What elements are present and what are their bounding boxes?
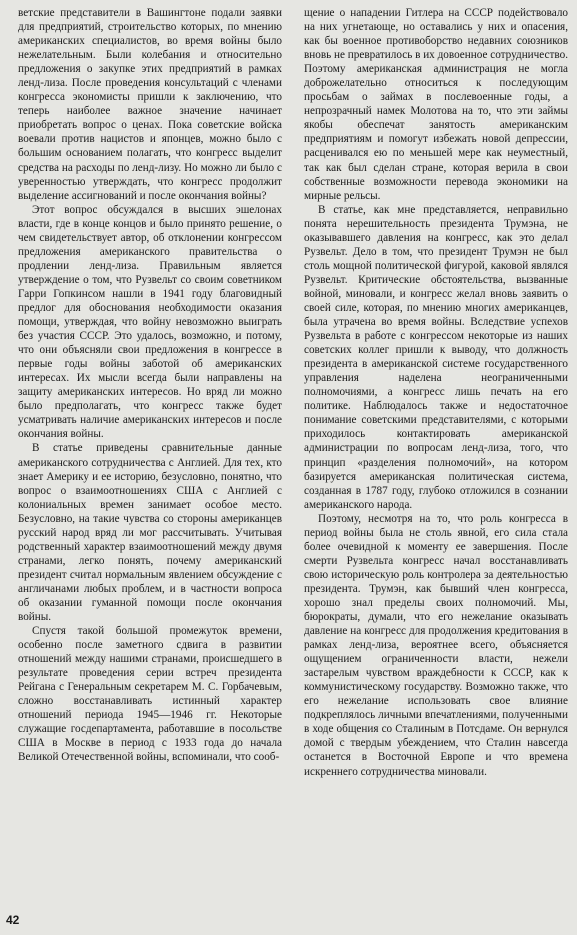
paragraph: Спустя такой большой промежуток времени, особенно после заметного сдвига в развитии отношений между нашими странами, происшедшего в результате проведения серии встреч президента Рейгана с Генеральным секретарем М. С. Горбачевым, сложно восстанавливать истинный характер отношений периода 1945—1946 гг. Некоторые служащие госдепартамента, работавшие в посольстве США в Москве в период с 1933 года до начала Великой Отечественной войны, вспоминали, что сооб- xyxy=(18,625,282,764)
paragraph: В статье приведены сравнительные данные американского сотрудничества с Англией. Для тех, кто знает Америку и ее историю, безусловно, понятно, что вопрос о взаимоотношениях США с Англией с колониальных времен занимает особое место. Безусловно, на такие чувства со стороны американцев русский народ вряд ли мог рассчитывать. Учитывая родственный характер взаимоотношений между двумя странами, легко понять, почему американский президент считал нормальным явлением обсуждение с англичанами любых проблем, и в частности вопроса об оказании гуманной помощи после окончания войны. xyxy=(18,442,282,624)
left-text-column xyxy=(18,6,282,765)
page-number: 42 xyxy=(6,913,20,927)
paragraph: ветские представители в Вашингтоне подали заявки для предприятий, строительство которых, по мнению американских специалистов, во время войны было нежелательным. Были колебания и относительно предложения о закупке этих предприятий в рамках ленд-лиза. После проведения консультаций с членами конгресса экономисты пришли к заключению, что теперь наиболее важное значение начинает приобретать вопрос о ценах. Пока советские войска воевали против нацистов и японцев, можно было с большим основанием полагать, что конгресс выделит средства на расходы по ленд-лизу. Но можно ли было с уверенностью утверждать, что конгресс продолжит выделение ассигнований и после окончания войны? xyxy=(18,7,282,202)
paragraph: Этот вопрос обсуждался в высших эшелонах власти, где в конце концов и было принято решение, о чем свидетельствует автор, об отклонении конгрессом предложения американского правительства о продлении ленд-лиза. Правильным является утверждение о том, что Рузвельт со своим советником Гарри Гопкинсом нашли в 1941 году благовидный предлог для обоснования необходимости оказания помощи, утверждая, что войну невозможно выиграть без участия СССР. Это удалось, возможно, и потому, что они объясняли свои предложения в конгрессе в первые годы войны заботой об американских интересах. Их мысли всегда были направлены на защиту американских интересов. Но вряд ли можно было предполагать, что конгресс также будет усматривать наличие американских интересов и после окончания войны. xyxy=(18,203,282,441)
paragraph: Поэтому, несмотря на то, что роль конгресса в период войны была не столь явной, его сила стала более очевидной к моменту ее завершения. После смерти Рузвельта конгресс начал восстанавливать свою историческую роль контролера за деятельностью президента. Трумэн, как бывший член конгресса, хорошо знал пределы своих полномочий. Мы, бюрократы, думали, что его нежелание оказывать давление на конгресс для продолжения кредитования в рамках ленд-лиза, вероятнее всего, объясняется ощущением ограниченности власти, нежели застарелым чувством враждебности к СССР, как к коммунистическому государству. Возможно также, что его нежелание использовать свое влияние подкреплялось личными впечатлениями, полученными в ходе общения со Сталиным в Потсдаме. Он вернулся домой с твердым убеждением, что Сталин навсегда останется в Восточной Европе и что времена искреннего сотрудничества миновали. xyxy=(304,512,568,778)
paragraph: щение о нападении Гитлера на СССР подействовало на них угнетающе, но оставались у них и опасения, как бы военное противоборство недавних союзников вновь не превратилось в их довоенное сотрудничество. Поэтому американская администрация не могла доброжелательно относиться к последующим просьбам о займах в послевоенные годы, а непрозрачный намек Молотова на то, что эти займы якобы обеспечат занятость американским предприятиям и помогут избежать новой депрессии, расценивался ею по меньшей мере как неуместный, так как был сделан стране, которая верила в свои собственные возможности перевода экономики на мирные рельсы. xyxy=(304,7,568,202)
paragraph: В статье, как мне представляется, неправильно понята нерешительность президента Трумэна, не оказывавшего давления на конгресс, как это делал Рузвельт. Дело в том, что президент Трумэн не был столь мощной политической фигурой, каковой являлся Рузвельт. Критические обстоятельства, вызванные войной, миновали, и конгресс желал вновь заявить о своей силе, которая, по мнению многих американцев, была утрачена во время войны. Вследствие успехов Рузвельта в работе с конгрессом некоторые из наших советских коллег пришли к выводу, что должность президента в американской системе государственного управления наделена неограниченными полномочиями, а конгресс лишь печать на его политике. Наблюдалось также и недостаточное понимание советскими представителями, с которыми приходилось контактировать американской администрации по вопросам ленд-лиза, того, что принцип «разделения полномочий», на котором базируется американская политическая система, созданная в 1787 году, глубоко отложился в сознании американского народа. xyxy=(304,203,568,511)
right-text-column xyxy=(304,6,568,779)
